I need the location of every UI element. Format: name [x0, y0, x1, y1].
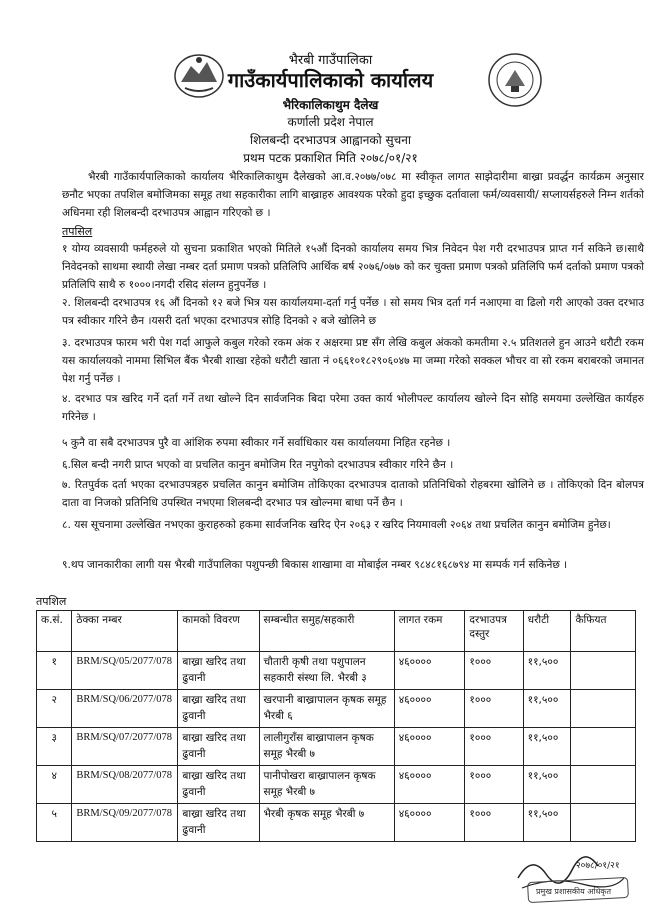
cell-deposit: ११,५००: [523, 652, 571, 690]
condition-4: ४. दरभाउ पत्र खरिद गर्ने दर्ता गर्ने तथा खोल्ने दिन सार्वजनिक बिदा परेमा उक्त कार्य भोलीपल्ट कार्यालय खोल्ने दिन सोहि समयमा उल्लेखित कार्यहरु गरिनेछ ।: [62, 393, 644, 423]
cell-remarks: [571, 690, 636, 728]
cell-group: भैरबी कृषक समूह भैरबी ७: [259, 804, 394, 842]
header-contract-no: ठेक्का नम्बर: [72, 611, 178, 652]
cell-fee: १०००: [465, 728, 523, 766]
condition-8: ८. यस सूचनामा उल्लेखित नभएका कुराहरुको हकमा सार्वजनिक खरिद ऐन २०६३ र खरिद नियमावली २०६४ तथा प्रचलित कानुन बमोजिम हुनेछ।: [62, 519, 611, 531]
cell-deposit: ११,५००: [523, 690, 571, 728]
header-serial: क.सं.: [37, 611, 72, 652]
cell-serial: २: [37, 690, 72, 728]
cell-cost: ४६००००: [394, 804, 465, 842]
condition-2: २. शिलबन्दी दरभाउपत्र १६ औं दिनको १२ बजे भित्र यस कार्यालयमा-दर्ता गर्नु पर्नेछ । सो समय भित्र दर्ता गर्न नआएमा वा ढिलो गरी आएको उक्त दरभाउ पत्र स्वीकार गरिने छैन ।यसरी दर्ता भएका दरभाउपत्र सोहि दिनको २ बजे खोलिने छ: [62, 297, 645, 327]
cell-group: पानीपोखरा बाख्रापालन कृषक समूह भैरबी ७: [259, 766, 394, 804]
municipality-name: भैरबी गाउँपालिका: [288, 53, 373, 68]
cell-work-desc: बाख्रा खरिद तथा ढुवानी: [178, 728, 259, 766]
cell-contract-no: BRM/SQ/07/2077/078: [72, 728, 178, 766]
table-row: [37, 766, 636, 804]
cell-cost: ४६००००: [394, 766, 465, 804]
cell-cost: ४६००००: [394, 690, 465, 728]
cell-contract-no: BRM/SQ/06/2077/078: [72, 690, 178, 728]
cell-group: चौतारी कृषी तथा पशुपालन सहकारी संस्था लि. भैरबी ३: [259, 652, 394, 690]
header-group: सम्बन्धीत समुह/सहकारी: [259, 611, 394, 652]
cell-work-desc: बाख्रा खरिद तथा ढुवानी: [178, 766, 259, 804]
cell-contract-no: BRM/SQ/09/2077/078: [72, 804, 178, 842]
signature-stamp: [512, 848, 632, 904]
conditions-heading: तपसिल: [62, 225, 93, 238]
cell-deposit: ११,५००: [523, 766, 571, 804]
table-row: [37, 690, 636, 728]
cell-fee: १०००: [465, 766, 523, 804]
cell-fee: १०००: [465, 690, 523, 728]
table-heading: तपशिल: [36, 595, 67, 608]
cell-remarks: [571, 728, 636, 766]
cell-deposit: ११,५००: [523, 804, 571, 842]
condition-1: १ योग्य व्यवसायी फर्महरुले यो सुचना प्रकाशित भएको मितिले १५औं दिनको कार्यालय समय भित्र निवेदन पेश गरी दरभाउपत्र प्राप्त गर्न सकिने छ।साथै निवेदनको साथमा स्थायी लेखा नम्बर दर्ता प्रमाण पत्रको प्रतिलिपि आर्थिक बर्ष २०७६/०७७ को कर चुक्ता प्रमाण पत्रको प्रतिलिपि फर्म दर्ताको प्रमाण पत्रको प्रतिलिपि साथै रु १०००।नगदी रसिद संलग्न हुनुपर्नेछ ।: [62, 243, 644, 291]
cell-work-desc: बाख्रा खरिद तथा ढुवानी: [178, 804, 259, 842]
table-row: [37, 728, 636, 766]
cell-serial: ४: [37, 766, 72, 804]
signature-date: २०७८/०१/२१: [576, 861, 620, 871]
condition-7: ७. रितपुर्वक दर्ता भएका दरभाउपत्रहरु प्रचलित कानुन बमोजिम तोकिएका दरभाउपत्र दाताको प्रतिनिधिको रोहबरमा खोलिने छ । तोकिएको दिन बोलपत्र दाता वा निजको प्रतिनिधि उपस्थित नभएमा शिलबन्दी दरभाउ पत्र खोल्नमा बाधा पर्ने छैन ।: [62, 479, 644, 509]
cell-group: लालीगुराँस बाख्रापालन कृषक समूह भैरबी ७: [259, 728, 394, 766]
published-date: प्रथम पटक प्रकाशित मिति २०७८/०१/२१: [243, 151, 418, 165]
header-deposit: धरौटी: [523, 611, 571, 652]
header-remarks: कैफियत: [571, 611, 636, 652]
tender-table: [36, 610, 636, 842]
cell-remarks: [571, 652, 636, 690]
municipality-logo-icon: [487, 52, 543, 108]
cell-contract-no: BRM/SQ/08/2077/078: [72, 766, 178, 804]
cell-cost: ४६००००: [394, 652, 465, 690]
cell-serial: ५: [37, 804, 72, 842]
cell-remarks: [571, 804, 636, 842]
cell-fee: १०००: [465, 652, 523, 690]
cell-work-desc: बाख्रा खरिद तथा ढुवानी: [178, 652, 259, 690]
cell-contract-no: BRM/SQ/05/2077/078: [72, 652, 178, 690]
intro-paragraph: भैरबी गाउँकार्यपालिकाको कार्यालय भैरिकालिकाथुम दैलेखको आ.व.२०७७/०७८ मा स्वीकृत लागत साझेदारीमा बाख्रा प्रवर्द्धन कार्यक्रम अनुसार छनौट भएका तपशिल बमोजिमका समूह तथा सहकारीका लागि बाख्राहरु आवश्यक परेको हुदा इच्छुक दर्तावाला फर्म/व्यवसायी/ सप्लायर्सहरुले निम्न शर्तको अधिनमा रही शिलबन्दी दरभाउपत्र आह्वान गरिएको छ ।: [62, 171, 644, 219]
cell-group: खरपानी बाख्रापालन कृषक समूह भैरबी ६: [259, 690, 394, 728]
province-line: कर्णाली प्रदेश नेपाल: [287, 115, 374, 129]
cell-remarks: [571, 766, 636, 804]
table-row: [37, 804, 636, 842]
header-fee: दरभाउपत्र दस्तुर: [465, 611, 523, 652]
cell-deposit: ११,५००: [523, 728, 571, 766]
cell-serial: ३: [37, 728, 72, 766]
header-cost: लागत रकम: [394, 611, 465, 652]
stamp-text: प्रमुख प्रशासकीय अधिकृत: [536, 887, 612, 896]
cell-serial: १: [37, 652, 72, 690]
condition-5: ५ कुनै वा सबै दरभाउपत्र पुरै वा आंशिक रुपमा स्वीकार गर्ने सर्वाधिकार यस कार्यालयमा निहित रहनेछ ।: [62, 437, 451, 449]
cell-cost: ४६००००: [394, 728, 465, 766]
table-row: [37, 652, 636, 690]
cell-work-desc: बाख्रा खरिद तथा ढुवानी: [178, 690, 259, 728]
office-location: भैरिकालिकाथुम दैलेख: [282, 98, 379, 112]
notice-title: शिलबन्दी दरभाउपत्र आह्वानको सुचना: [249, 133, 412, 147]
office-title: गाउँकार्यपालिकाको कार्यालय: [227, 68, 434, 92]
condition-6: ६.सिल बन्दी नगरी प्राप्त भएको वा प्रचलित कानुन बमोजिम रित नपुगेको दरभाउपत्र स्वीकार गरिने छैन ।: [62, 459, 454, 471]
table-header-row: [37, 611, 636, 652]
cell-fee: १०००: [465, 804, 523, 842]
header-work-desc: कामको विवरण: [178, 611, 259, 652]
condition-3: ३. दरभाउपत्र फारम भरी पेश गर्दा आफुले कबुल गरेको रकम अंक र अक्षरमा प्रष्ट सँग लेखि कबुल अंकको कमतीमा २.५ प्रतिशतले हुन आउने धरौटी रकम यस कार्यालयको नाममा सिभिल बैंक भैरबी शाखा रहेको धरौटी खाता नं ०६६१०१८२९०६०४७ मा जम्मा गरेको सक्कल भौचर वा सो रकम बराबरको जमानत पेश गर्नु पर्नेछ ।: [62, 337, 644, 385]
condition-9: ९.थप जानकारीका लागी यस भैरबी गाउँपालिका पशुपन्छी बिकास शाखामा वा मोबाईल नम्बर ९८४८१६८७९४ मा सम्पर्क गर्न सकिनेछ ।: [62, 559, 568, 571]
